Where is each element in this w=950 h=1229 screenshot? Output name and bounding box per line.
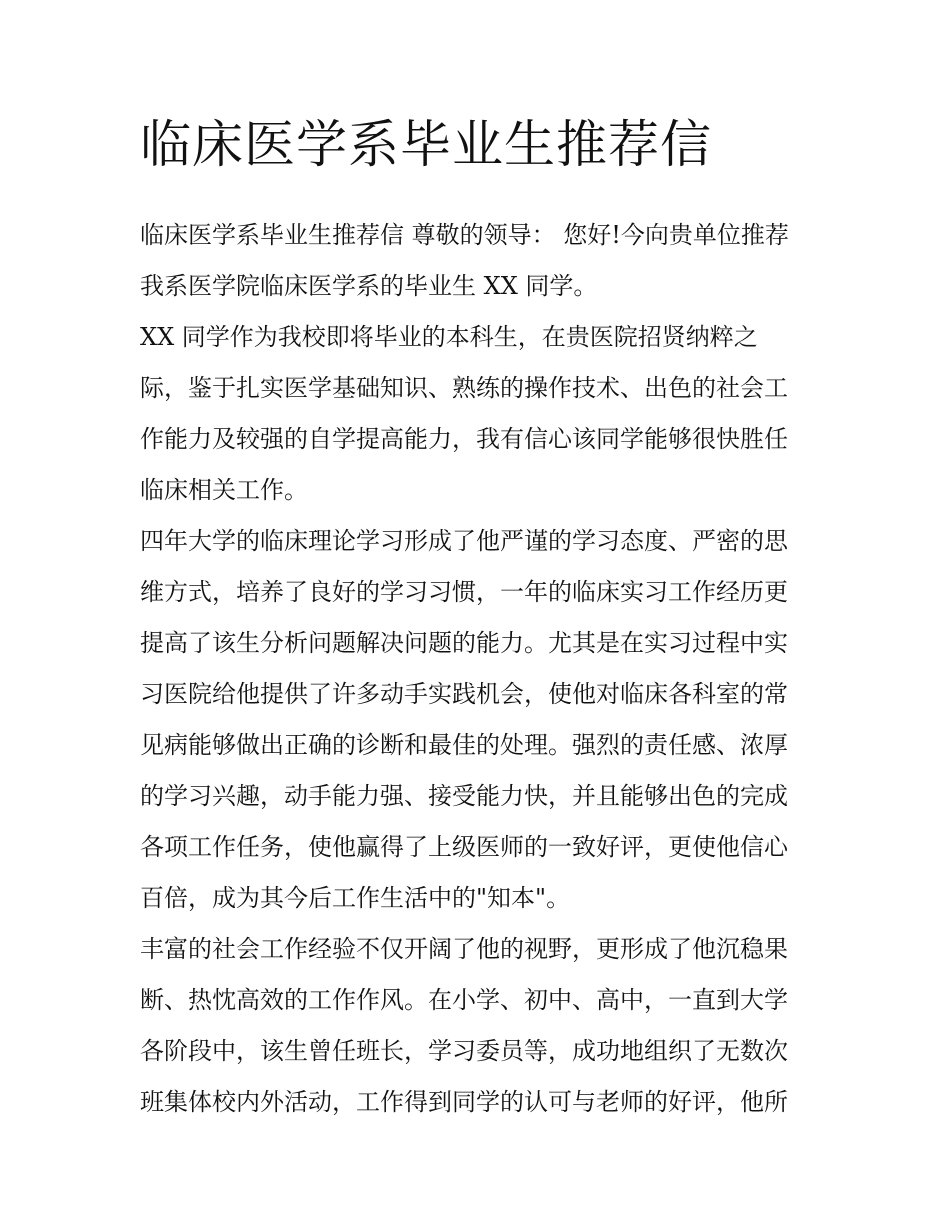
text-line: 习医院给他提供了许多动手实践机会，使他对临床各科室的常 bbox=[140, 680, 788, 708]
text-line: 临床医学系毕业生推荐信 尊敬的领导： 您好!今向贵单位推荐 bbox=[140, 221, 789, 249]
text-line: 班集体校内外活动，工作得到同学的认可与老师的好评，他所 bbox=[140, 1088, 788, 1116]
text-line: 四年大学的临床理论学习形成了他严谨的学习态度、严密的思 bbox=[140, 527, 788, 555]
text-line: 百倍，成为其今后工作生活中的"知本"。 bbox=[140, 884, 571, 912]
paragraph-study bbox=[140, 516, 814, 924]
paragraph-social-experience bbox=[140, 924, 814, 1128]
text-line: 我系医学院临床医学系的毕业生 XX 同学。 bbox=[140, 272, 598, 300]
text-line: 际，鉴于扎实医学基础知识、熟练的操作技术、出色的社会工 bbox=[140, 374, 788, 402]
text-line: 丰富的社会工作经验不仅开阔了他的视野，更形成了他沉稳果 bbox=[140, 935, 788, 963]
text-line: 的学习兴趣，动手能力强、接受能力快，并且能够出色的完成 bbox=[140, 782, 788, 810]
paragraph-introduction bbox=[140, 312, 814, 516]
text-line: XX 同学作为我校即将毕业的本科生，在贵医院招贤纳粹之 bbox=[140, 323, 758, 351]
paragraph-greeting bbox=[140, 210, 814, 312]
document-body bbox=[140, 112, 814, 1128]
text-line: 各阶段中，该生曾任班长，学习委员等，成功地组织了无数次 bbox=[140, 1037, 788, 1065]
text-line: 提高了该生分析问题解决问题的能力。尤其是在实习过程中实 bbox=[140, 629, 788, 657]
text-line: 维方式，培养了良好的学习习惯，一年的临床实习工作经历更 bbox=[140, 578, 788, 606]
text-line: 断、热忱高效的工作作风。在小学、初中、高中，一直到大学 bbox=[140, 986, 788, 1014]
document-title: 临床医学系毕业生推荐信 bbox=[140, 116, 713, 175]
text-line: 临床相关工作。 bbox=[140, 476, 308, 504]
text-line: 作能力及较强的自学提高能力，我有信心该同学能够很快胜任 bbox=[140, 425, 788, 453]
text-line: 各项工作任务，使他赢得了上级医师的一致好评，更使他信心 bbox=[140, 833, 788, 861]
text-line: 见病能够做出正确的诊断和最佳的处理。强烈的责任感、浓厚 bbox=[140, 731, 788, 759]
